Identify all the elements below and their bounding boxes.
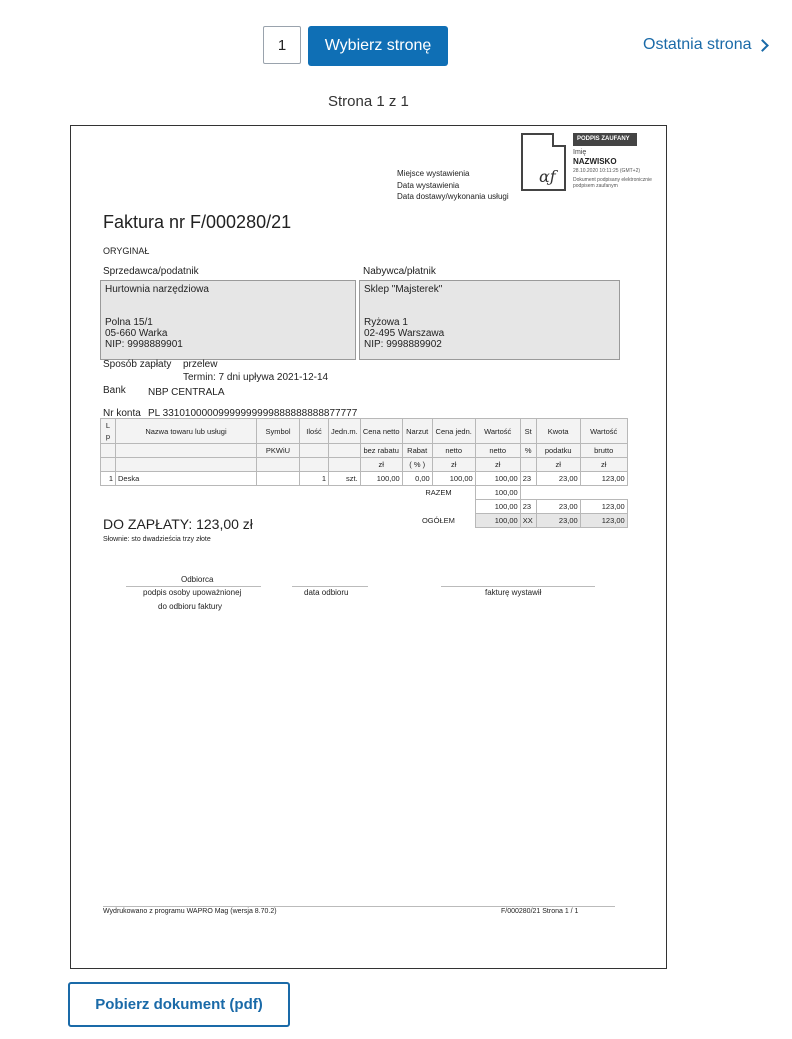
table-header-row-3	[101, 458, 628, 472]
ogolem-rate: XX	[520, 514, 536, 528]
cell-markup: 0,00	[402, 472, 432, 486]
signer-last-name: NAZWISKO	[573, 157, 617, 166]
receiver-sign-line	[126, 586, 261, 587]
buyer-city: 02-495 Warszawa	[364, 328, 445, 339]
payment-value: przelew	[183, 359, 218, 370]
receiver-label: Odbiorca	[181, 575, 214, 584]
cell-vat: 23	[520, 472, 536, 486]
invoice-title: Faktura nr F/000280/21	[103, 212, 292, 232]
buyer-nip: NIP: 9998889902	[364, 339, 442, 350]
col-header-gross-3: zł	[580, 458, 627, 472]
last-page-label: Ostatnia strona	[643, 36, 752, 53]
col-header-gross-2: brutto	[580, 444, 627, 458]
signature-note-2: podpisem zaufanym	[573, 183, 618, 189]
rate-net: 100,00	[475, 500, 520, 514]
col-header-markup-2: Rabat	[402, 444, 432, 458]
ogolem-net: 100,00	[475, 514, 520, 528]
footer-left: Wydrukowano z programu WAPRO Mag (wersja 8.70.2)	[103, 908, 277, 915]
cell-symbol	[257, 472, 300, 486]
seller-nip: NIP: 9998889901	[105, 339, 183, 350]
download-pdf-button[interactable]: Pobierz dokument (pdf)	[68, 982, 290, 1027]
ogolem-label: OGÓŁEM	[402, 514, 475, 528]
summary-razem-row	[101, 486, 628, 500]
buyer-name: Sklep "Majsterek"	[364, 284, 443, 295]
payment-label: Sposób zapłaty	[103, 359, 172, 370]
issue-date-label: Data wystawienia	[397, 181, 460, 190]
account-label: Nr konta	[103, 408, 141, 419]
invoice-document	[70, 125, 667, 969]
sign-person-2: do odbioru faktury	[158, 602, 223, 611]
col-header-symbol: Symbol	[257, 419, 300, 444]
signed-document-icon	[521, 133, 566, 191]
cell-net-value: 100,00	[475, 472, 520, 486]
seller-box	[100, 280, 356, 360]
signature-timestamp: 28.10.2020 10:11:25 (GMT+2)	[573, 168, 641, 174]
col-header-net-value-3: zł	[475, 458, 520, 472]
col-header-unit-net: Cena jedn.	[432, 419, 475, 444]
col-header-net-price-2: bez rabatu	[360, 444, 402, 458]
col-header-net-value: Wartość	[475, 419, 520, 444]
cell-unit-net: 100,00	[432, 472, 475, 486]
signature-note-1: Dokument podpisany elektronicznie	[573, 177, 652, 183]
select-page-button[interactable]: Wybierz stronę	[308, 26, 448, 66]
seller-street: Polna 15/1	[105, 317, 153, 328]
buyer-label: Nabywca/płatnik	[363, 266, 436, 277]
cell-qty: 1	[300, 472, 329, 486]
col-header-markup: Narzut	[402, 419, 432, 444]
table-header-row-2	[101, 444, 628, 458]
receipt-date-line	[292, 586, 368, 587]
chevron-right-icon	[756, 39, 769, 52]
col-header-unit-net-2: netto	[432, 444, 475, 458]
col-header-gross: Wartość	[580, 419, 627, 444]
issued-by-label: fakturę wystawił	[485, 588, 542, 597]
bank-label: Bank	[103, 385, 126, 396]
col-header-markup-3: ( % )	[402, 458, 432, 472]
bank-value: NBP CENTRALA	[148, 387, 225, 398]
signature-scribble-icon: ɑƒ	[539, 167, 556, 186]
col-header-net-price-3: zł	[360, 458, 402, 472]
receipt-date-label: data odbioru	[304, 588, 349, 597]
payment-term: Termin: 7 dni upływa 2021-12-14	[183, 372, 329, 383]
col-header-vat: St	[520, 419, 536, 444]
col-header-vat-2: %	[520, 444, 536, 458]
page-indicator: Strona 1 z 1	[328, 93, 409, 110]
amount-in-words: Słownie: sto dwadzieścia trzy złote	[103, 536, 211, 543]
summary-rate-row	[101, 500, 628, 514]
col-header-symbol-2: PKWiU	[257, 444, 300, 458]
col-header-qty: Ilość	[300, 419, 329, 444]
cell-name: Deska	[116, 472, 257, 486]
cell-tax: 23,00	[536, 472, 580, 486]
cell-net-price: 100,00	[360, 472, 402, 486]
seller-city: 05-660 Warka	[105, 328, 168, 339]
buyer-street: Ryżowa 1	[364, 317, 408, 328]
seller-label: Sprzedawca/podatnik	[103, 266, 199, 277]
cell-gross: 123,00	[580, 472, 627, 486]
items-table	[100, 418, 628, 528]
footer-right: F/000280/21 Strona 1 / 1	[501, 908, 579, 915]
signer-first-name: Imię	[573, 149, 587, 156]
issue-place-label: Miejsce wystawienia	[397, 169, 470, 178]
col-header-unit: Jedn.m.	[329, 419, 361, 444]
razem-net: 100,00	[475, 486, 520, 500]
col-header-lp: L p	[101, 419, 116, 444]
cell-unit: szt.	[329, 472, 361, 486]
seller-name: Hurtownia narzędziowa	[105, 284, 209, 295]
sign-person-1: podpis osoby upoważnionej	[143, 588, 242, 597]
page-number-input[interactable]	[263, 26, 301, 64]
rate-tax: 23,00	[536, 500, 580, 514]
rate-gross: 123,00	[580, 500, 627, 514]
table-row	[101, 472, 628, 486]
issuer-sign-line	[441, 586, 595, 587]
ogolem-tax: 23,00	[536, 514, 580, 528]
original-label: ORYGINAŁ	[103, 246, 150, 256]
footer-divider	[103, 906, 615, 907]
amount-due: DO ZAPŁATY: 123,00 zł	[103, 516, 253, 532]
ogolem-gross: 123,00	[580, 514, 627, 528]
account-value: PL 33101000009999999999888888888877777	[148, 408, 358, 419]
razem-label: RAZEM	[402, 486, 475, 500]
col-header-tax: Kwota	[536, 419, 580, 444]
col-header-name: Nazwa towaru lub usługi	[116, 419, 257, 444]
col-header-unit-net-3: zł	[432, 458, 475, 472]
col-header-tax-2: podatku	[536, 444, 580, 458]
cell-lp: 1	[101, 472, 116, 486]
delivery-date-label: Data dostawy/wykonania usługi	[397, 192, 509, 201]
signature-badge: PODPIS ZAUFANY	[573, 133, 637, 146]
buyer-box	[359, 280, 620, 360]
col-header-tax-3: zł	[536, 458, 580, 472]
last-page-link[interactable]	[643, 36, 767, 54]
rate-value: 23	[520, 500, 536, 514]
table-header-row-1	[101, 419, 628, 444]
col-header-net-value-2: netto	[475, 444, 520, 458]
col-header-net-price: Cena netto	[360, 419, 402, 444]
